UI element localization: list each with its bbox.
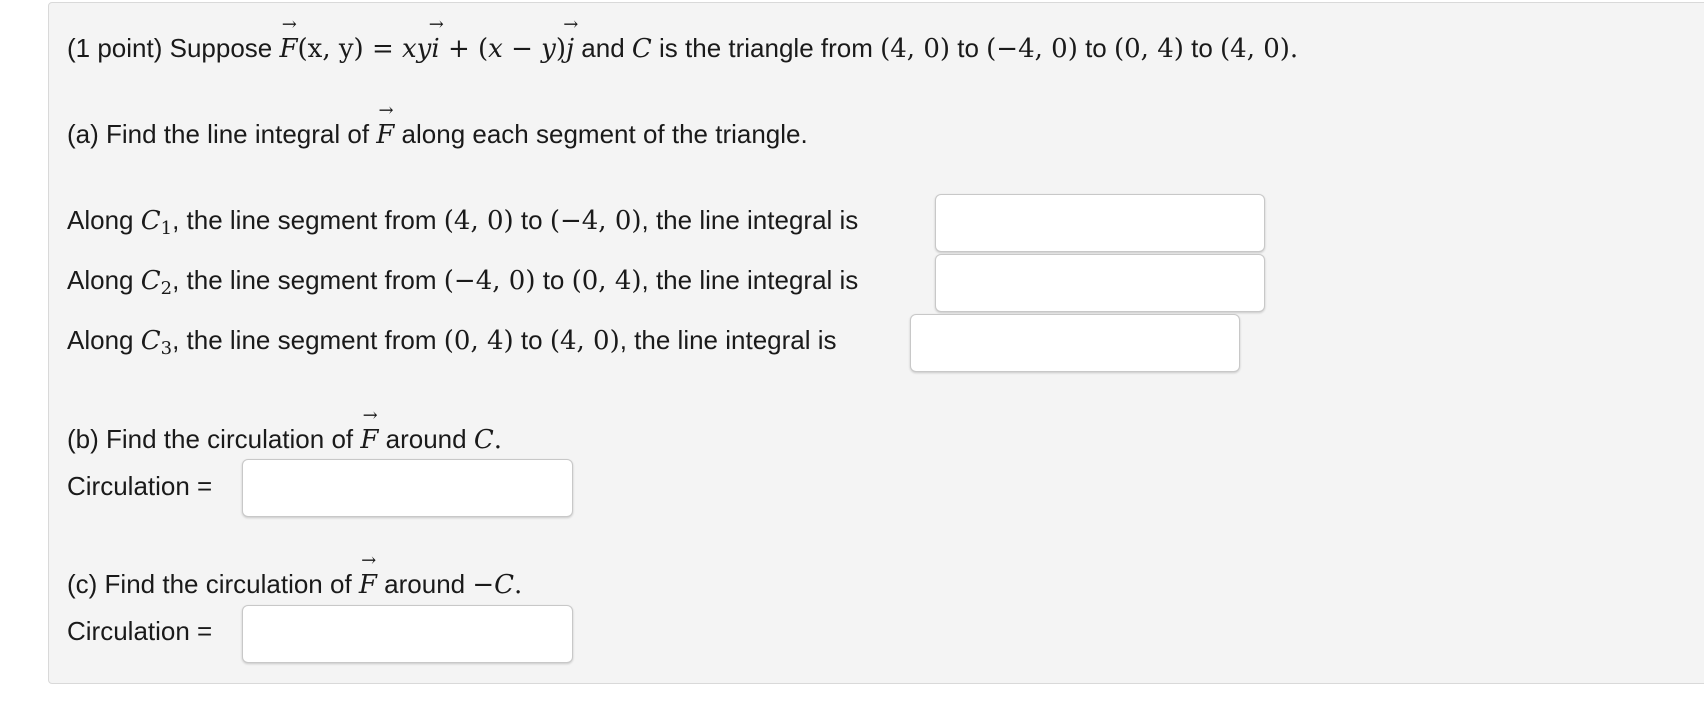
part-c-circulation-label: Circulation = [67, 616, 213, 646]
intro-text: (1 point) Suppose [67, 33, 273, 63]
to-text-3: to [1183, 33, 1221, 63]
part-c-heading [67, 568, 522, 601]
segment-label: C [140, 266, 161, 296]
segment-subscript: 1 [160, 218, 173, 239]
segment-from: (−4, 0) [443, 266, 536, 296]
point-3: (0, 4) [1113, 34, 1184, 64]
along-text: Along [67, 205, 141, 235]
vector-f: → F [376, 119, 394, 151]
segment-label: C [140, 326, 161, 356]
segment-to: (0, 4) [571, 266, 642, 296]
vector-f: → F [360, 424, 378, 456]
unit-vector-j: → j [566, 33, 574, 65]
segment-subscript: 2 [160, 278, 173, 299]
xy-term: xy [402, 34, 432, 64]
to-text-2: to [1077, 33, 1114, 63]
x-minus-y-term: x − y [488, 34, 556, 64]
curve-c: C [494, 570, 515, 600]
curve-c: C [473, 425, 494, 455]
around-text: around [376, 569, 473, 599]
segment-to: (4, 0) [549, 326, 620, 356]
along-text: Along [67, 265, 141, 295]
line-integral-text: , the line integral is [641, 265, 859, 295]
part-b-circulation-label: Circulation = [67, 471, 213, 501]
c1-line-integral-input[interactable] [935, 194, 1265, 252]
to-text-1: to [950, 33, 987, 63]
triangle-text: is the triangle from [651, 33, 881, 63]
line-integral-text: , the line integral is [619, 325, 837, 355]
period: . [514, 570, 523, 600]
plus-term: + ( [439, 34, 489, 64]
segment-subscript: 3 [160, 338, 173, 359]
part-c-circulation-input[interactable] [242, 605, 573, 663]
around-text: around [378, 424, 474, 454]
unit-vector-i: → i [431, 33, 439, 65]
segment-c2-row [67, 264, 858, 305]
segment-to: (−4, 0) [549, 206, 642, 236]
part-b-heading [67, 423, 502, 456]
point-2: (−4, 0) [986, 34, 1078, 64]
part-a-suffix: along each segment of the triangle. [394, 119, 808, 149]
segment-text: , the line segment from [172, 265, 444, 295]
along-text: Along [67, 325, 141, 355]
segment-label: C [140, 206, 161, 236]
problem-statement [67, 32, 1298, 65]
line-integral-text: , the line integral is [641, 205, 859, 235]
period: . [493, 425, 502, 455]
vector-f: → F [359, 569, 377, 601]
segment-text: , the line segment from [172, 325, 444, 355]
minus-sign: − [472, 570, 495, 600]
segment-c1-row [67, 204, 858, 245]
curve-c: C [631, 34, 652, 64]
part-a-prefix: (a) Find the line integral of [67, 119, 377, 149]
close-paren: ) [555, 34, 566, 64]
part-a-heading [67, 118, 808, 151]
field-args: (x, y) = [297, 34, 403, 64]
part-b-circulation-input[interactable] [242, 459, 573, 517]
point-1: (4, 0) [880, 34, 951, 64]
c3-line-integral-input[interactable] [910, 314, 1240, 372]
c2-line-integral-input[interactable] [935, 254, 1265, 312]
segment-from: (0, 4) [443, 326, 514, 356]
segment-text: , the line segment from [172, 205, 444, 235]
to-text: to [535, 265, 572, 295]
vector-f: → F [279, 33, 297, 65]
part-c-prefix: (c) Find the circulation of [67, 569, 359, 599]
and-text: and [574, 33, 632, 63]
point-4: (4, 0). [1220, 34, 1299, 64]
to-text: to [513, 205, 550, 235]
segment-from: (4, 0) [443, 206, 514, 236]
to-text: to [513, 325, 550, 355]
part-b-prefix: (b) Find the circulation of [67, 424, 361, 454]
segment-c3-row [67, 324, 837, 365]
